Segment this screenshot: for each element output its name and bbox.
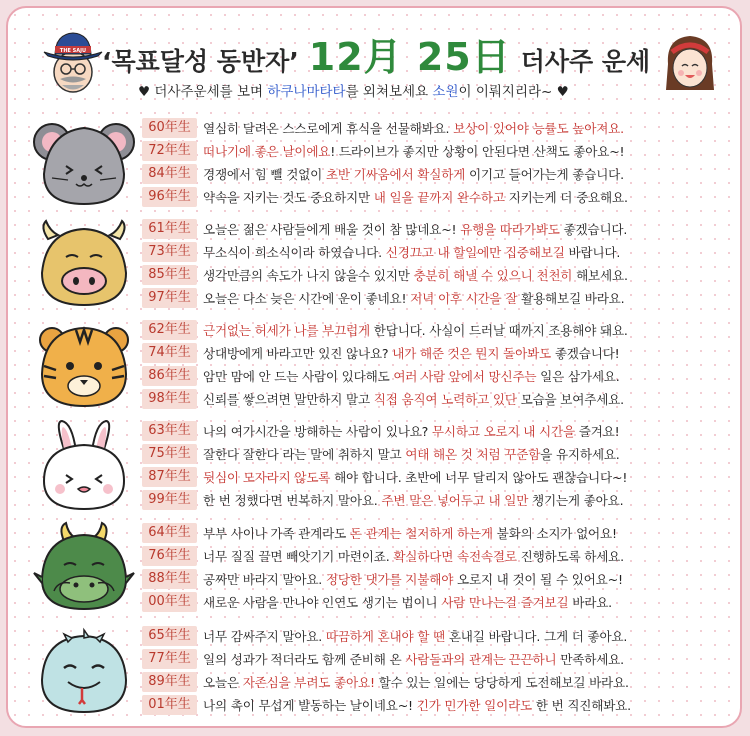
dragon-icon [28, 521, 140, 613]
birth-year-badge: 97年生 [142, 288, 197, 308]
subtitle-part-3: 이 이뤄지리라~ [458, 84, 557, 100]
birth-year-badge: 75年生 [142, 444, 197, 464]
zodiac-group-tiger [8, 314, 742, 414]
birth-year-badge: 62年生 [142, 320, 197, 340]
birth-year-badge: 61年生 [142, 219, 197, 239]
fortune-line [142, 263, 628, 286]
page-title [102, 26, 662, 79]
heart-left-icon: ♥ [138, 84, 151, 100]
fortune-line [142, 116, 624, 139]
fortune-line [142, 286, 624, 309]
fortune-line [142, 364, 620, 387]
fortune-text: 뒷심이 모자라지 않도록 해야 합니다. 초반에 너무 달리지 않아도 괜찮습니다~! [203, 470, 628, 485]
birth-year-badge: 73年生 [142, 242, 197, 262]
snake-icon [28, 624, 140, 716]
birth-year-badge: 84年生 [142, 164, 197, 184]
ox-icon [28, 217, 140, 309]
subtitle-highlight-2: 소원 [432, 84, 459, 100]
fortune-line [142, 341, 620, 364]
fortune-line [142, 647, 624, 670]
fortune-text: 오늘은 다소 늦은 시간에 운이 좋네요! 저녁 이후 시간을 잘 활용해보길 바라요. [203, 291, 625, 306]
title-quote: ‘목표달성 동반자’ [102, 47, 299, 76]
zodiac-group-ox [8, 213, 742, 313]
zodiac-group-rabbit [8, 415, 742, 515]
fortune-text: 공짜만 바라지 말아요. 정당한 댓가를 지불해야 오로지 내 것이 될 수 있어요~! [203, 572, 623, 587]
fortune-line [142, 139, 624, 162]
title-date: 12月 25日 [308, 35, 511, 79]
fortune-line [142, 693, 631, 716]
fortune-line [142, 567, 623, 590]
fortune-text: 오늘은 젊은 사람들에게 배울 것이 참 많네요~! 유행을 따라가봐도 좋겠습니다. [203, 222, 628, 237]
title-brand: 더사주 운세 [520, 47, 651, 76]
fortune-text: 암만 맘에 안 드는 사람이 있다해도 여러 사람 앞에서 망신주는 일은 삼가세요. [203, 369, 620, 384]
birth-year-badge: 98年生 [142, 389, 197, 409]
birth-year-badge: 74年生 [142, 343, 197, 363]
birth-year-badge: 01年生 [142, 695, 197, 715]
rabbit-icon [28, 419, 140, 511]
header [8, 8, 742, 108]
fortune-text: 한 번 정했다면 번복하지 말아요. 주변 말은 넣어두고 내 일만 챙기는게 좋아요. [203, 493, 624, 508]
fortune-line [142, 419, 620, 442]
birth-year-badge: 65年生 [142, 626, 197, 646]
subtitle-part-1: 더사주운세를 보며 [154, 84, 268, 100]
zodiac-group-snake [8, 620, 742, 720]
birth-year-badge: 72年生 [142, 141, 197, 161]
birth-year-badge: 87年生 [142, 467, 197, 487]
fortune-text: 경쟁에서 힘 뺄 것없이 초반 기싸움에서 확실하게 이기고 들어가는게 좋습니다. [203, 167, 624, 182]
fortune-line [142, 217, 627, 240]
fortune-text: 나의 여가시간을 방해하는 사람이 있나요? 무시하고 오로지 내 시간을 즐겨요! [203, 424, 620, 439]
birth-year-badge: 85年生 [142, 265, 197, 285]
fortune-line [142, 670, 629, 693]
birth-year-badge: 96年生 [142, 187, 197, 207]
zodiac-group-rat [8, 112, 742, 212]
birth-year-badge: 64年生 [142, 523, 197, 543]
birth-year-badge: 77年生 [142, 649, 197, 669]
fortune-text: 근거없는 허세가 나를 부끄럽게 한답니다. 사실이 드러날 때까지 조용해야 돼요. [203, 323, 628, 338]
fortune-line [142, 240, 620, 263]
fortune-text: 떠나기에 좋은 날이에요! 드라이브가 좋지만 상황이 안된다면 산책도 좋아요~! [203, 144, 625, 159]
fortune-line [142, 465, 627, 488]
fortune-text: 오늘은 자존심을 부려도 좋아요! 할수 있는 일에는 당당하게 도전해보길 바라요. [203, 675, 629, 690]
fortune-text: 신뢰를 쌓으려면 말만하지 말고 직접 움직여 노력하고 있단 모습을 보여주세요. [203, 392, 624, 407]
zodiac-group-dragon [8, 517, 742, 617]
fortune-card [6, 6, 742, 728]
tiger-icon [28, 318, 140, 410]
fortune-text: 부부 사이나 가족 관계라도 돈 관계는 철저하게 하는게 불화의 소지가 없어요! [203, 526, 617, 541]
fortune-line [142, 544, 624, 567]
fortune-text: 열심히 달려온 스스로에게 휴식을 선물해봐요. 보상이 있어야 능률도 높아져요. [203, 121, 624, 136]
fortune-text: 일의 성과가 적더라도 함께 준비해 온 사람들과의 관계는 끈끈하니 만족하세요. [203, 652, 624, 667]
fortune-text: 너무 질질 끌면 빼앗기기 마련이죠. 확실하다면 속전속결로 진행하도록 하세요. [203, 549, 624, 564]
svg-text:THE SAJU: THE SAJU [59, 48, 87, 54]
fortune-text: 약속을 지키는 것도 중요하지만 내 일을 끝까지 완수하고 지키는게 더 중요해요. [203, 190, 628, 205]
birth-year-badge: 88年生 [142, 569, 197, 589]
birth-year-badge: 76年生 [142, 546, 197, 566]
fortune-text: 생각만큼의 속도가 나지 않을수 있지만 충분히 해낼 수 있으니 천천히 해보세요. [203, 268, 628, 283]
fortune-line [142, 624, 627, 647]
fortune-line [142, 442, 620, 465]
fortune-line [142, 162, 624, 185]
fortune-text: 새로운 사람을 만나야 인연도 생기는 법이니 사람 만나는걸 즐겨보길 바라요. [203, 595, 612, 610]
birth-year-badge: 89年生 [142, 672, 197, 692]
fortune-text: 상대방에게 바라고만 있진 않나요? 내가 해준 것은 뭔지 돌아봐도 좋겠습니다! [203, 346, 620, 361]
subtitle-part-2: 를 외쳐보세요 [345, 84, 433, 100]
birth-year-badge: 60年生 [142, 118, 197, 138]
fortune-text: 잘한다 잘한다 라는 말에 취하지 말고 여태 해온 것 처럼 꾸준함을 유지하세요. [203, 447, 620, 462]
fortune-line [142, 488, 623, 511]
fortune-line [142, 521, 617, 544]
rat-icon [28, 116, 140, 208]
fortune-line [142, 387, 624, 410]
heart-right-icon: ♥ [556, 84, 569, 100]
subtitle-highlight-1: 하쿠나마타타 [267, 84, 346, 100]
fortune-line [142, 185, 628, 208]
saju-logo-avatar-icon [38, 28, 108, 98]
birth-year-badge: 63年生 [142, 421, 197, 441]
birth-year-badge: 00年生 [142, 592, 197, 612]
fortune-line [142, 590, 612, 613]
fortune-text: 나의 촉이 무섭게 발동하는 날이네요~! 긴가 민가한 일이라도 한 번 직진해봐요. [203, 698, 631, 713]
birth-year-badge: 99年生 [142, 490, 197, 510]
woman-avatar-icon [658, 28, 722, 98]
birth-year-badge: 86年生 [142, 366, 197, 386]
fortune-line [142, 318, 628, 341]
fortune-text: 무소식이 희소식이라 하였습니다. 신경끄고 내 할일에만 집중해보길 바랍니다. [203, 245, 621, 260]
fortune-text: 너무 감싸주지 말아요. 따끔하게 혼내야 할 땐 혼내길 바랍니다. 그게 더 좋아요. [203, 629, 628, 644]
subtitle [138, 80, 569, 100]
